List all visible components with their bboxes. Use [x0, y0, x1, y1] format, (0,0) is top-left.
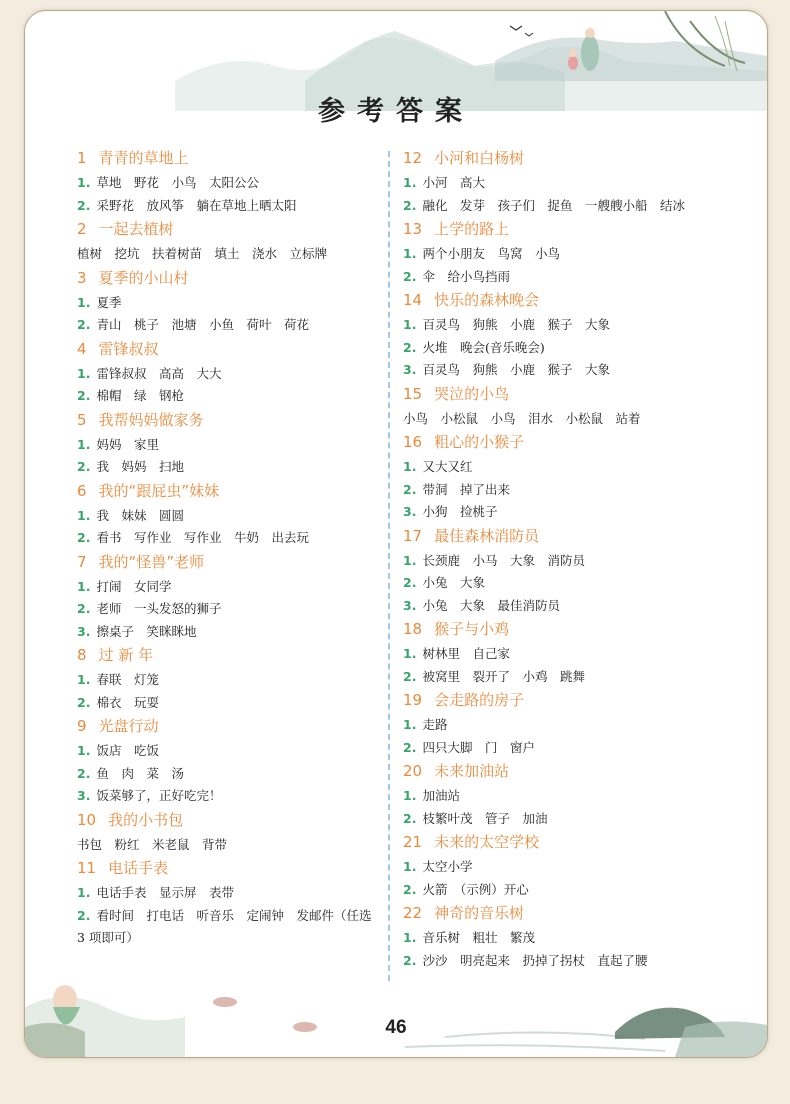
answer-index: 3. — [403, 362, 417, 377]
answer-index: 1. — [403, 317, 417, 332]
answer-index: 1. — [77, 507, 91, 523]
answer-text: 树林里 自己家 — [422, 646, 510, 661]
answer-index: 2. — [403, 268, 417, 284]
answer-index: 2. — [77, 765, 91, 781]
answer-row — [403, 337, 733, 360]
lesson-title: 上学的路上 — [434, 220, 510, 238]
answer-index: 2. — [77, 530, 91, 545]
answer-text: 草地 野花 小鸟 太阳公公 — [96, 175, 259, 190]
lesson-heading — [77, 808, 377, 832]
lesson-heading — [403, 524, 733, 548]
answer-row — [403, 785, 733, 808]
answer-row — [77, 195, 377, 218]
answer-index: 1. — [403, 717, 417, 732]
answer-text: 看时间 打电话 听音乐 定闹钟 发邮件（任选 3 项即可） — [77, 907, 372, 945]
answer-index: 2. — [77, 694, 91, 710]
answer-row — [77, 905, 377, 949]
answer-text: 音乐树 粗壮 繁茂 — [422, 930, 535, 945]
answer-row — [77, 692, 377, 715]
answer-index: 1. — [77, 672, 91, 687]
answer-text: 鱼 肉 菜 汤 — [96, 765, 184, 781]
lesson-title: 我的“跟屁虫”妹妹 — [98, 481, 220, 500]
answer-text: 太空小学 — [422, 859, 473, 874]
lesson-heading — [77, 550, 377, 574]
answer-text: 妈妈 家里 — [96, 436, 159, 452]
answer-row — [77, 456, 377, 479]
lesson-number: 6 — [77, 481, 87, 500]
answer-index: 1. — [403, 552, 417, 568]
answer-index: 2. — [403, 668, 417, 684]
answer-row — [77, 363, 377, 386]
right-column — [403, 146, 733, 972]
page-number: 46 — [385, 1017, 407, 1038]
answer-text: 小狗 捡桃子 — [422, 504, 498, 519]
lesson-title: 光盘行动 — [98, 717, 159, 735]
lesson-number: 14 — [403, 291, 423, 309]
column-divider — [388, 151, 390, 981]
lesson-heading — [77, 856, 377, 880]
answer-text: 伞 给小鸟挡雨 — [422, 268, 510, 284]
answer-text: 融化 发芽 孩子们 捉鱼 一艘艘小船 结冰 — [422, 197, 685, 213]
answer-text: 火堆 晚会(音乐晚会) — [422, 339, 545, 355]
answer-index: 3. — [77, 788, 91, 803]
answer-row — [403, 243, 733, 266]
answer-index: 2. — [403, 339, 417, 355]
answer-row — [403, 266, 733, 289]
answer-row — [77, 385, 377, 408]
lesson-number: 2 — [77, 220, 87, 238]
answer-index: 1. — [403, 459, 417, 474]
lesson-title: 神奇的音乐树 — [434, 904, 525, 922]
answer-index: 2. — [403, 881, 417, 897]
answer-text: 沙沙 明亮起来 扔掉了拐杖 直起了腰 — [422, 952, 648, 968]
lesson-title: 雷锋叔叔 — [98, 339, 159, 358]
lesson-title: 未来加油站 — [434, 762, 510, 780]
answer-text: 我 妹妹 圆圆 — [96, 507, 184, 523]
answer-row — [403, 572, 733, 595]
answer-text: 植树 挖坑 扶着树苗 填土 浇水 立标牌 — [77, 246, 328, 261]
answer-text: 电话手表 显示屏 表带 — [96, 885, 234, 900]
answer-row — [77, 621, 377, 644]
answer-index: 2. — [77, 317, 91, 332]
lesson-title: 哭泣的小鸟 — [434, 384, 510, 403]
landscape-illustration-bottom — [25, 947, 767, 1057]
answer-row — [77, 785, 377, 808]
lesson-heading — [403, 759, 733, 783]
lesson-number: 19 — [403, 691, 423, 709]
answer-index: 1. — [77, 294, 91, 310]
answer-index: 1. — [77, 578, 91, 594]
lesson-heading — [77, 643, 377, 667]
answer-row — [77, 505, 377, 528]
lesson-heading — [77, 714, 377, 738]
lesson-title: 青青的草地上 — [98, 149, 189, 167]
answer-row — [77, 834, 377, 857]
answer-text: 看书 写作业 写作业 牛奶 出去玩 — [96, 530, 309, 545]
lesson-heading — [403, 217, 733, 241]
lesson-title: 我的小书包 — [108, 810, 184, 829]
answer-text: 带洞 掉了出来 — [422, 481, 510, 497]
lesson-heading — [77, 337, 377, 361]
answer-index: 3. — [77, 623, 91, 639]
lesson-number: 16 — [403, 433, 423, 451]
lesson-title: 一起去植树 — [98, 220, 174, 238]
answer-text: 打闹 女同学 — [96, 578, 172, 594]
answer-text: 采野花 放风筝 躺在草地上晒太阳 — [96, 197, 297, 213]
lesson-heading — [403, 830, 733, 854]
answer-text: 火箭 （示例）开心 — [422, 881, 529, 897]
answer-row — [77, 527, 377, 550]
answer-text: 又大又红 — [422, 459, 473, 474]
lesson-heading — [403, 688, 733, 712]
answer-text: 棉帽 绿 钢枪 — [96, 388, 184, 403]
answer-text: 被窝里 裂开了 小鸡 跳舞 — [422, 668, 585, 684]
answer-text: 夏季 — [96, 294, 122, 310]
answer-index: 1. — [77, 743, 91, 758]
answer-text: 老师 一头发怒的狮子 — [96, 601, 222, 616]
answer-row — [403, 314, 733, 337]
answer-text: 走路 — [422, 717, 448, 732]
answer-row — [77, 292, 377, 315]
lesson-heading — [77, 217, 377, 241]
lesson-number: 15 — [403, 384, 423, 403]
answer-index: 2. — [403, 739, 417, 755]
lesson-title: 未来的太空学校 — [434, 833, 540, 851]
answer-text: 小兔 大象 — [422, 575, 485, 590]
answer-text: 擦桌子 笑眯眯地 — [96, 623, 197, 639]
answer-index: 1. — [403, 646, 417, 661]
answer-text: 饭菜够了，正好吃完！ — [96, 788, 222, 803]
answer-row — [403, 479, 733, 502]
answer-row — [403, 737, 733, 760]
answer-index: 2. — [77, 907, 91, 923]
answer-index: 1. — [403, 930, 417, 945]
lesson-title: 最佳森林消防员 — [434, 526, 540, 545]
answer-row — [403, 714, 733, 737]
answer-index: 1. — [77, 365, 91, 381]
answer-row — [77, 882, 377, 905]
lesson-title: 我帮妈妈做家务 — [98, 410, 204, 429]
left-column — [77, 146, 377, 949]
lesson-number: 17 — [403, 526, 423, 545]
answer-index: 3. — [403, 597, 417, 613]
lesson-title: 会走路的房子 — [434, 691, 525, 709]
lesson-number: 20 — [403, 762, 423, 780]
answer-row — [403, 408, 733, 431]
lesson-title: 小河和白杨树 — [434, 149, 525, 167]
answer-text: 两个小朋友 鸟窝 小鸟 — [422, 246, 560, 261]
answer-row — [403, 501, 733, 524]
lesson-heading — [77, 479, 377, 503]
lesson-title: 夏季的小山村 — [98, 268, 189, 287]
answer-row — [403, 879, 733, 902]
answer-index: 2. — [403, 197, 417, 213]
answer-text: 雷锋叔叔 高高 大大 — [96, 365, 222, 381]
answer-row — [77, 763, 377, 786]
answer-row — [77, 740, 377, 763]
answer-row — [403, 808, 733, 831]
lesson-heading — [403, 901, 733, 925]
answer-index: 1. — [77, 885, 91, 900]
answer-index: 2. — [77, 388, 91, 403]
lesson-heading — [403, 288, 733, 312]
lesson-title: 快乐的森林晚会 — [434, 291, 540, 309]
answer-index: 3. — [403, 504, 417, 519]
answer-text: 春联 灯笼 — [96, 672, 159, 687]
answer-text: 小河 高大 — [422, 175, 485, 190]
answer-row — [77, 434, 377, 457]
answer-row — [77, 243, 377, 266]
lesson-heading — [403, 146, 733, 170]
answer-text: 书包 粉红 米老鼠 背带 — [77, 836, 228, 852]
answer-text: 小鸟 小松鼠 小鸟 泪水 小松鼠 站着 — [403, 410, 641, 426]
lesson-number: 8 — [77, 646, 87, 664]
answer-row — [403, 456, 733, 479]
lesson-number: 11 — [77, 859, 97, 877]
lesson-heading — [77, 408, 377, 432]
lesson-title: 过 新 年 — [98, 646, 154, 664]
answer-index: 2. — [403, 481, 417, 497]
answer-row — [403, 666, 733, 689]
lesson-title: 电话手表 — [108, 859, 169, 877]
answer-text: 棉衣 玩耍 — [96, 694, 159, 710]
answer-page — [24, 10, 768, 1058]
answer-index: 2. — [77, 459, 91, 474]
answer-index: 2. — [77, 601, 91, 616]
answer-row — [77, 576, 377, 599]
answer-index: 1. — [403, 246, 417, 261]
answer-text: 四只大脚 门 窗户 — [422, 739, 535, 755]
lesson-number: 18 — [403, 620, 423, 638]
answer-text: 百灵鸟 狗熊 小鹿 猴子 大象 — [422, 362, 610, 377]
answer-text: 我 妈妈 扫地 — [96, 459, 184, 474]
answer-index: 1. — [403, 859, 417, 874]
lesson-number: 1 — [77, 149, 87, 167]
lesson-title: 我的“怪兽”老师 — [98, 552, 205, 571]
answer-index: 2. — [403, 810, 417, 826]
lesson-number: 12 — [403, 149, 423, 167]
lesson-number: 4 — [77, 339, 87, 358]
lesson-title: 猴子与小鸡 — [434, 620, 510, 638]
answer-text: 加油站 — [422, 788, 460, 803]
answer-row — [77, 669, 377, 692]
answer-text: 青山 桃子 池塘 小鱼 荷叶 荷花 — [96, 317, 309, 332]
lesson-title: 粗心的小猴子 — [434, 433, 525, 451]
answer-row — [403, 359, 733, 382]
lesson-heading — [403, 430, 733, 454]
answer-index: 2. — [403, 575, 417, 590]
answer-row — [403, 595, 733, 618]
lesson-heading — [403, 382, 733, 406]
lesson-number: 22 — [403, 904, 423, 922]
answer-index: 1. — [77, 436, 91, 452]
page-title: 参考答案 — [318, 96, 474, 127]
lesson-number: 21 — [403, 833, 423, 851]
lesson-number: 10 — [77, 810, 97, 829]
lesson-number: 7 — [77, 552, 87, 571]
answer-row — [77, 314, 377, 337]
lesson-number: 9 — [77, 717, 87, 735]
answer-row — [403, 856, 733, 879]
answer-index: 1. — [77, 175, 91, 190]
answer-row — [77, 598, 377, 621]
answer-text: 饭店 吃饭 — [96, 743, 159, 758]
answer-index: 1. — [403, 788, 417, 803]
lesson-number: 5 — [77, 410, 87, 429]
answer-index: 1. — [403, 175, 417, 190]
lesson-number: 3 — [77, 268, 87, 287]
lesson-heading — [77, 266, 377, 290]
lesson-heading — [77, 146, 377, 170]
answer-text: 枝繁叶茂 管子 加油 — [422, 810, 548, 826]
answer-row — [403, 195, 733, 218]
answer-row — [403, 550, 733, 573]
lesson-heading — [403, 617, 733, 641]
answer-text: 百灵鸟 狗熊 小鹿 猴子 大象 — [422, 317, 610, 332]
lesson-number: 13 — [403, 220, 423, 238]
answer-row — [403, 172, 733, 195]
answer-index: 2. — [77, 197, 91, 213]
answer-text: 长颈鹿 小马 大象 消防员 — [422, 552, 585, 568]
answer-text: 小兔 大象 最佳消防员 — [422, 597, 560, 613]
answer-row — [77, 172, 377, 195]
answer-index: 2. — [403, 952, 417, 968]
answer-row — [403, 643, 733, 666]
